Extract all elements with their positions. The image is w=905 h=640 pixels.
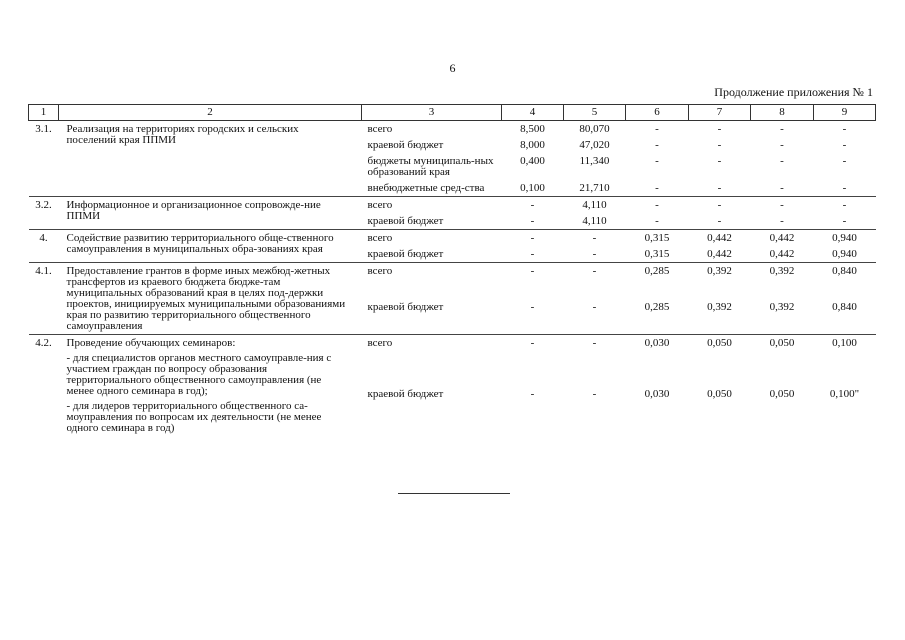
item-description (59, 335, 362, 437)
header-cell: 1 (29, 105, 59, 121)
funding-source: краевой бюджет (367, 139, 444, 151)
value-cell: - (564, 335, 626, 387)
item-description (59, 121, 362, 197)
continuation-label: Продолжение приложения № 1 (714, 85, 873, 99)
value-cell: 0,315 (644, 248, 670, 260)
value-cell: 8,000 (520, 139, 545, 151)
value-cell: - (530, 215, 535, 227)
description-paragraph: - для специалистов органов местного самоуправле-ния с участием граждан по вопросу образования территориального общественного самоуправления (не менее одного семинара в год); (66, 352, 332, 397)
description-paragraph: - для лидеров территориального общественного са-моуправления по вопросам их деятельности (не менее одного семинара в год) (66, 400, 322, 434)
header-cell: 2 (59, 105, 362, 121)
description-paragraph: Предоставление грантов в форме иных межбюд-жетных трансфертов из краевого бюджета бюдже-там муниципальных образований края в целях под-держки проектов, инициируемых муниципальными образованиями края по развитию территориального общественного самоуправления (66, 265, 346, 332)
value-cell: 0,840 (832, 300, 857, 313)
header-cell: 6 (626, 105, 689, 121)
header-cell: 8 (751, 105, 814, 121)
value-cell: - (842, 139, 847, 151)
value-cell: - (689, 197, 751, 214)
value-cell: - (814, 197, 876, 214)
header-cell: 7 (689, 105, 751, 121)
value-cell: 21,710 (579, 182, 610, 194)
value-cell: - (626, 197, 689, 214)
funding-source: краевой бюджет (367, 215, 444, 227)
value-cell: - (655, 182, 659, 194)
value-cell: - (502, 230, 564, 247)
item-number: 3.2. (29, 197, 59, 230)
value-cell: - (842, 182, 847, 194)
value-cell: - (842, 215, 847, 227)
value-cell: - (780, 155, 784, 167)
value-cell: 0,442 (689, 230, 751, 247)
value-cell: 4,110 (582, 215, 607, 227)
item-number: 4. (29, 230, 59, 263)
value-cell: - (717, 215, 722, 227)
value-cell: 0,940 (814, 230, 876, 247)
value-cell: - (530, 248, 535, 260)
funding-source: краевой бюджет (367, 388, 444, 401)
table-row (29, 263, 876, 299)
funding-source: всего (362, 197, 502, 214)
funding-source: краевой бюджет (367, 300, 444, 313)
value-cell: - (530, 388, 535, 401)
value-cell: 0,100 (814, 335, 876, 387)
table-row (29, 121, 876, 138)
value-cell: - (502, 335, 564, 387)
value-cell: - (592, 248, 597, 260)
value-cell: - (564, 230, 626, 247)
value-cell: 0,315 (626, 230, 689, 247)
value-cell: - (717, 139, 722, 151)
value-cell: - (780, 182, 784, 194)
value-cell: 0,285 (626, 263, 689, 299)
item-description (59, 263, 362, 335)
value-cell: 0,392 (707, 300, 732, 313)
table-row (29, 230, 876, 247)
value-cell: 0,442 (769, 248, 795, 260)
value-cell: 11,340 (579, 155, 610, 167)
value-cell: - (530, 300, 535, 313)
value-cell: - (780, 215, 784, 227)
value-cell: - (717, 155, 722, 167)
item-number: 4.2. (29, 335, 59, 437)
value-cell: 0,392 (751, 263, 814, 299)
funding-source: бюджеты муниципаль-ных образований края (367, 155, 494, 178)
value-cell: 0,050 (769, 388, 795, 401)
value-cell: - (842, 155, 847, 167)
value-cell: - (655, 155, 659, 167)
value-cell: - (502, 197, 564, 214)
value-cell: 0,442 (751, 230, 814, 247)
value-cell: 0,392 (769, 300, 795, 313)
value-cell: 0,100" (829, 388, 860, 401)
value-cell: - (780, 139, 784, 151)
description-paragraph: Проведение обучающих семинаров: (66, 337, 236, 349)
header-cell: 5 (564, 105, 626, 121)
budget-table (28, 104, 876, 436)
funding-source: всего (367, 123, 393, 135)
value-cell: - (592, 388, 597, 401)
item-description (59, 230, 362, 263)
table-row (29, 335, 876, 387)
value-cell: 47,020 (579, 139, 610, 151)
item-number: 4.1. (29, 263, 59, 335)
value-cell: 0,050 (689, 335, 751, 387)
header-cell: 4 (502, 105, 564, 121)
value-cell: 0,442 (707, 248, 732, 260)
page-number: 6 (449, 61, 456, 75)
funding-source: внебюджетные сред-ства (367, 182, 485, 194)
value-cell: 8,500 (520, 123, 545, 135)
value-cell: 0,030 (626, 335, 689, 387)
value-cell: 4,110 (564, 197, 626, 214)
item-description (59, 197, 362, 230)
value-cell: - (655, 123, 659, 135)
description-paragraph: Информационное и организационное сопровожде-ние ППМИ (66, 199, 321, 222)
value-cell: - (655, 215, 659, 227)
funding-source: всего (362, 230, 502, 247)
value-cell: 80,070 (579, 123, 610, 135)
value-cell: - (717, 123, 722, 135)
value-cell: - (780, 123, 784, 135)
item-number: 3.1. (35, 123, 52, 135)
value-cell: - (842, 123, 847, 135)
value-cell: 0,030 (644, 388, 670, 401)
funding-source: всего (362, 335, 502, 387)
value-cell: 0,050 (751, 335, 814, 387)
table-body (29, 121, 876, 437)
closing-rule (398, 493, 510, 494)
value-cell: - (502, 263, 564, 299)
value-cell: - (655, 139, 659, 151)
value-cell: 0,285 (644, 300, 670, 313)
value-cell: 0,392 (689, 263, 751, 299)
description-paragraph: Содействие развитию территориального обще-ственного самоуправления в муниципальных обра-зованиях края (66, 232, 334, 255)
value-cell: - (717, 182, 722, 194)
value-cell: 0,050 (707, 388, 732, 401)
description-paragraph: Реализация на территориях городских и сельских поселений края ППМИ (66, 123, 299, 146)
table-row (29, 197, 876, 214)
header-cell: 3 (362, 105, 502, 121)
value-cell: 0,940 (832, 248, 857, 260)
funding-source: краевой бюджет (367, 248, 444, 260)
header-cell: 9 (814, 105, 876, 121)
value-cell: 0,400 (520, 155, 545, 167)
table-header-row (29, 105, 876, 121)
value-cell: 0,100 (520, 182, 545, 194)
value-cell: - (592, 300, 597, 313)
funding-source: всего (362, 263, 502, 299)
value-cell: 0,840 (814, 263, 876, 299)
value-cell: - (751, 197, 814, 214)
value-cell: - (564, 263, 626, 299)
